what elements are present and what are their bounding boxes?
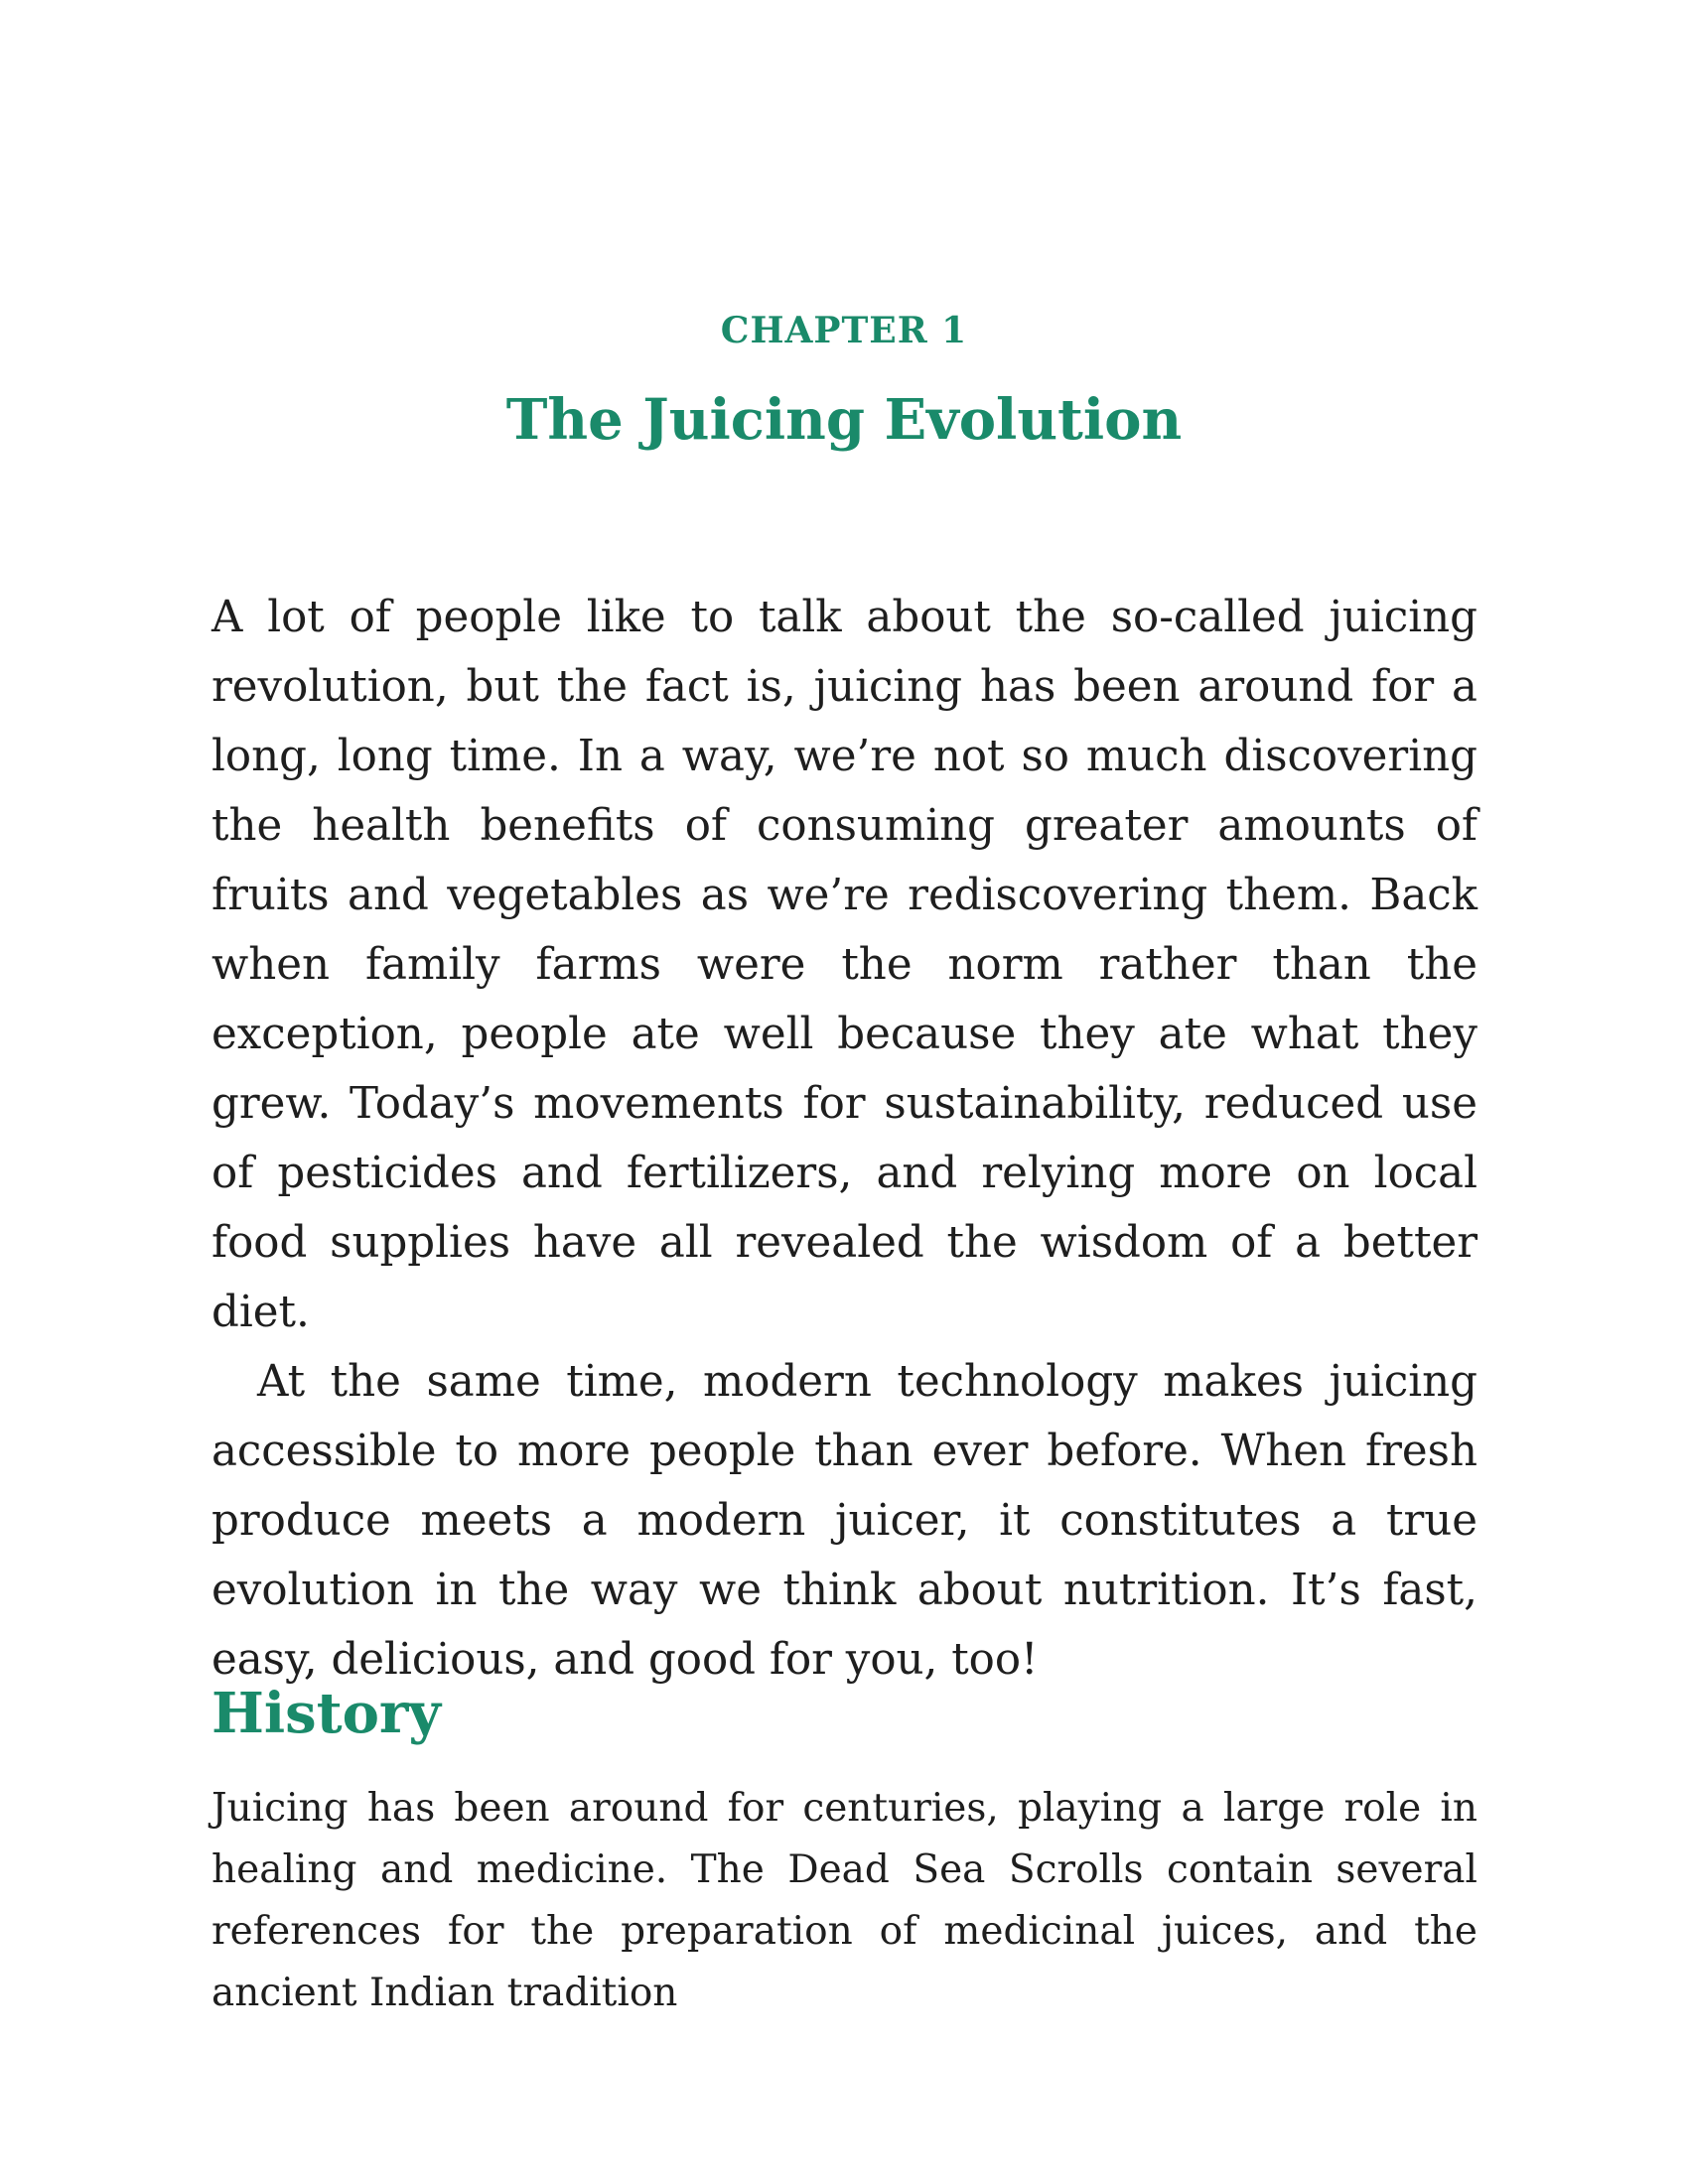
chapter-label: CHAPTER 1 [720,310,968,351]
intro-paragraph: At the same time, modern technology makes juicing accessible to more people than ever before. When fresh produce meets a modern juicer, it constitutes a true evolution in the way we think about nutrition. It’s fast, easy, delicious, and good for you, too! [211,1357,1477,1685]
history-paragraph: Juicing has been around for centuries, playing a large role in healing and medicine. The Dead Sea Scrolls contain several references for the preparation of medicinal juices, and the ancient Indian tradition [211,1786,1477,2015]
intro-paragraph: A lot of people like to talk about the so-called juicing revolution, but the fact is, juicing has been around for a long, long time. In a way, we’re not so much discovering the health benefits of consuming greater amounts of fruits and vegetables as we’re rediscovering them. Back when family farms were the norm rather than the exception, people ate well because they ate what they grew. Today’s movements for sustainability, reduced use of pesticides and fertilizers, and relying more on local food supplies have all revealed the wisdom of a better diet. [211,593,1477,1337]
intro-text [211,583,1477,1695]
chapter-title: The Juicing Evolution [505,387,1183,453]
section-heading-history: History [211,1681,441,1746]
history-text [211,1778,1477,2024]
